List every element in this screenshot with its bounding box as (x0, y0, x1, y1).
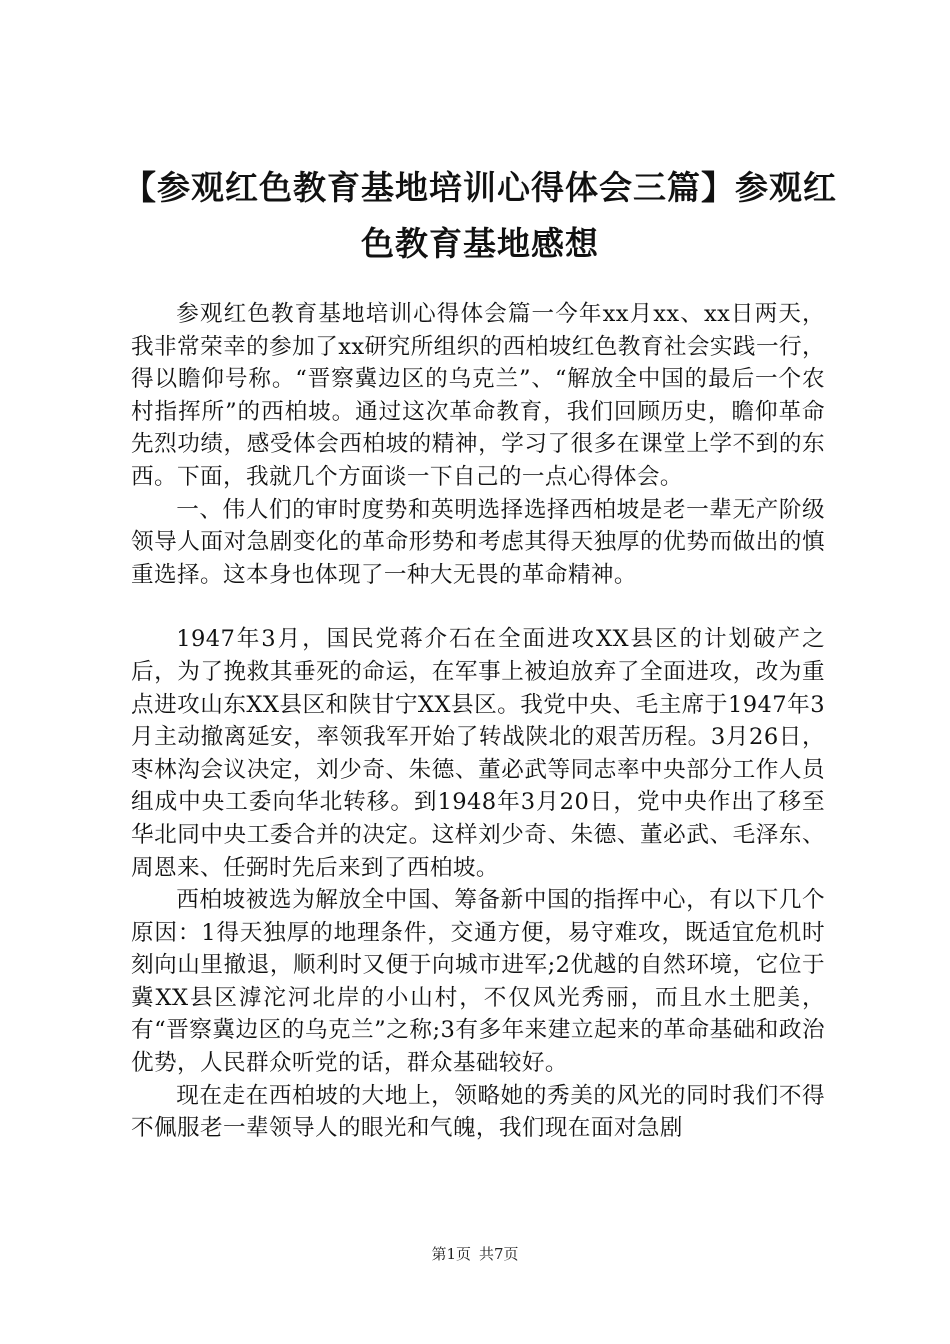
paragraph-section-one: 一、伟人们的审时度势和英明选择选择西柏坡是老一辈无产阶级领导人面对急剧变化的革命形势和考虑其得天独厚的优势而做出的慎重选择。这本身也体现了一种大无畏的革命精神。 (131, 496, 825, 588)
paragraph-reasons: 西柏坡被选为解放全中国、筹备新中国的指挥中心，有以下几个原因：1得天独厚的地理条件，交通方便，易守难攻，既适宜危机时刻向山里撤退，顺利时又便于向城市进军;2优越的自然环境，它位于冀XX县区滹沱河北岸的小山村，不仅风光秀丽，而且水土肥美，有“晋察冀边区的乌克兰”之称;3有多年来建立起来的革命基础和政治优势，人民群众听党的话，群众基础较好。 (131, 887, 825, 1077)
paragraph-history: 1947年3月，国民党蒋介石在全面进攻XX县区的计划破产之后，为了挽救其垂死的命运，在军事上被迫放弃了全面进攻，改为重点进攻山东XX县区和陕甘宁XX县区。我党中央、毛主席于1947年3月主动撤离延安，率领我军开始了转战陕北的艰苦历程。3月26日，枣林沟会议决定，刘少奇、朱德、董必武等同志率中央部分工作人员组成中央工委向华北转移。到1948年3月20日，党中央作出了移至华北同中央工委合并的决定。这样刘少奇、朱德、董必武、毛泽东、周恩来、任弼时先后来到了西柏坡。 (131, 626, 825, 881)
document-title: 【参观红色教育基地培训心得体会三篇】参观红色教育基地感想 (123, 168, 837, 263)
paragraph-intro: 参观红色教育基地培训心得体会篇一今年xx月xx、xx日两天，我非常荣幸的参加了xx研究所组织的西柏坡红色教育社会实践一行，得以瞻仰号称。“晋察冀边区的乌克兰”、“解放全中国的最后一个农村指挥所”的西柏坡。通过这次革命教育，我们回顾历史，瞻仰革命先烈功绩，感受体会西柏坡的精神，学习了很多在课堂上学不到的东西。下面，我就几个方面谈一下自己的一点心得体会。 (131, 301, 825, 490)
document-body (131, 298, 825, 1145)
page-number: 第1页 (431, 1245, 471, 1263)
page-total: 共7页 (479, 1245, 519, 1263)
paragraph-reflection: 现在走在西柏坡的大地上，领略她的秀美的风光的同时我们不得不佩服老一辈领导人的眼光和气魄，我们现在面对急剧 (131, 1082, 825, 1142)
page-footer (0, 1244, 950, 1264)
